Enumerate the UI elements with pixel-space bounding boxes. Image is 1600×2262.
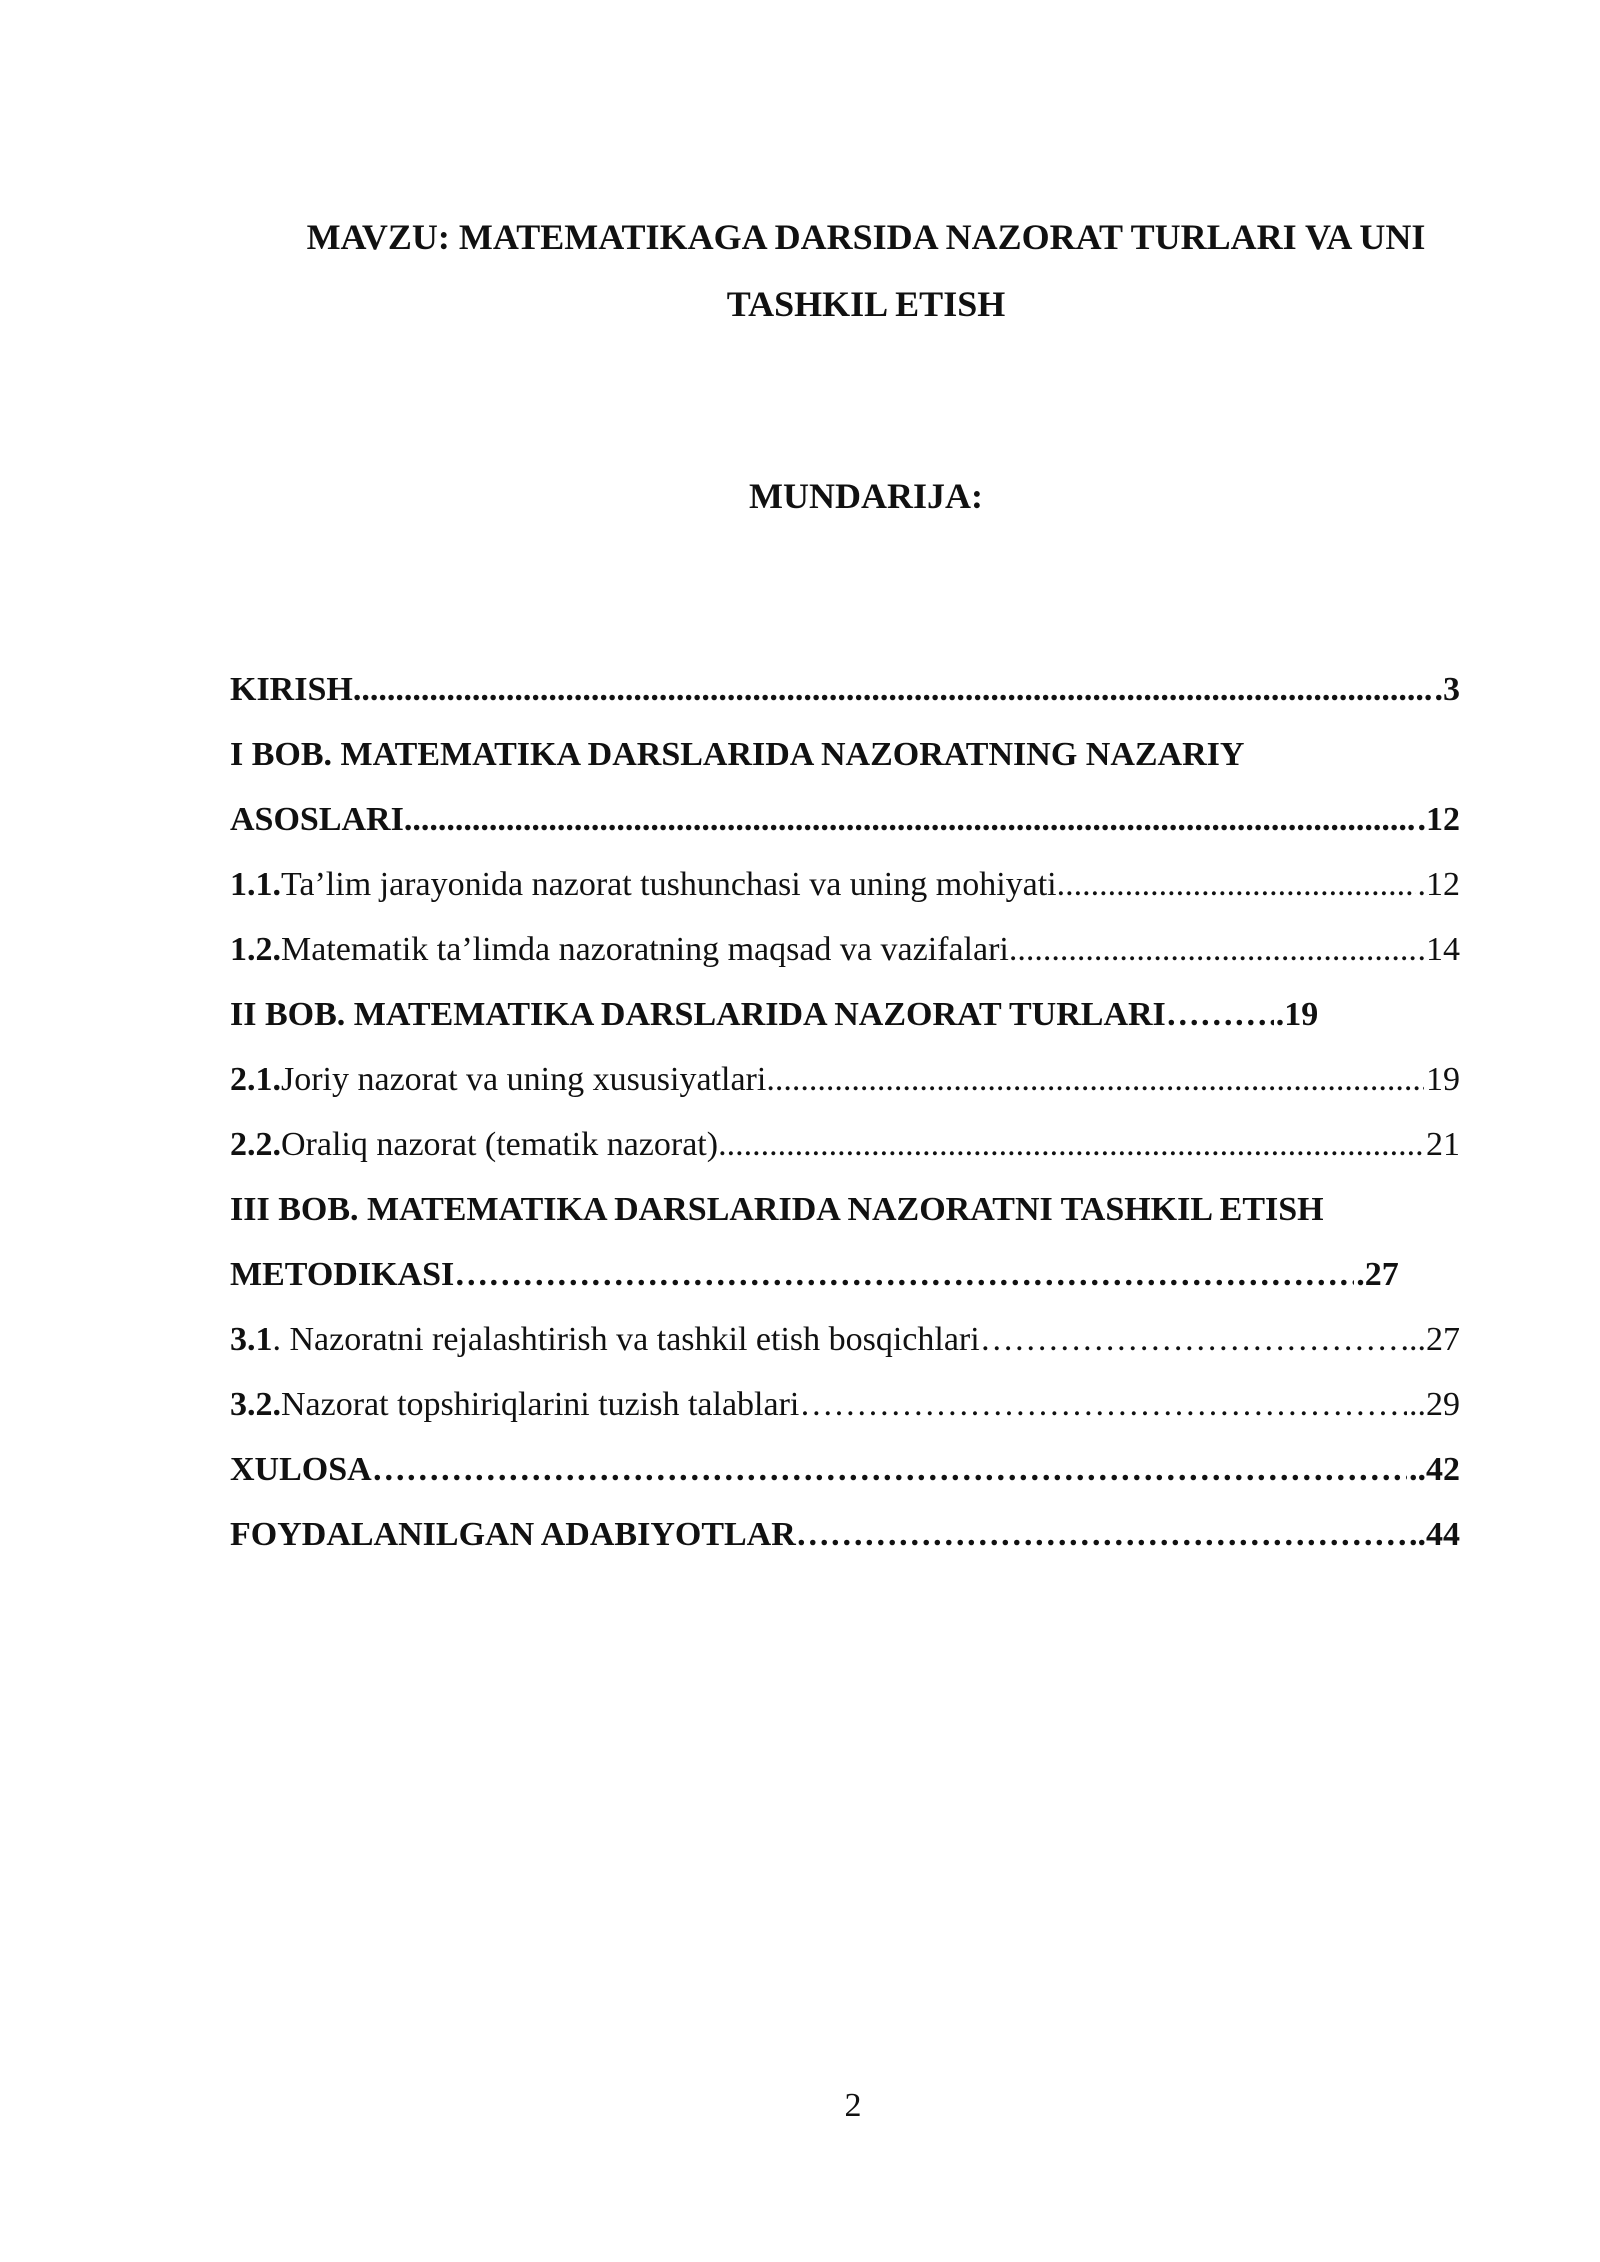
dot-leader: [372, 1448, 1407, 1492]
toc-entry-bob2: [230, 993, 1460, 1058]
dot-leader: [980, 1318, 1407, 1362]
toc-entry-number: 3.2.: [230, 1386, 281, 1423]
toc-entry-label: Ta’lim jarayonida nazorat tushunchasi va uning mohiyati: [281, 866, 1057, 903]
toc-entry-3-1: [230, 1318, 1460, 1383]
toc-entry-label: . Nazoratni rejalashtirish va tashkil etish bosqichlari: [272, 1321, 980, 1358]
dot-leader: [454, 1253, 1354, 1297]
toc-entry-label: KIRISH: [230, 671, 353, 708]
toc-entry-page: 19: [1426, 1061, 1460, 1098]
toc-entry-adabiyotlar: [230, 1513, 1460, 1578]
dot-leader: [1057, 863, 1416, 907]
document-title-line-1: MAVZU: MATEMATIKAGA DARSIDA NAZORAT TURLARI VA UNI: [306, 217, 1426, 257]
toc-entry-1-1: [230, 863, 1460, 928]
toc-entry-3-2: [230, 1383, 1460, 1448]
toc-entry-page: 21: [1426, 1126, 1460, 1163]
table-of-contents-heading: MUNDARIJA:: [749, 476, 983, 516]
toc-entry-page: .14: [1417, 931, 1460, 968]
toc-entry-label: Joriy nazorat va uning xususiyatlari: [281, 1061, 767, 1098]
dot-leader: [1009, 928, 1416, 972]
toc-entry-page: ..27: [1409, 1321, 1460, 1358]
page-number: 2: [844, 2087, 862, 2124]
toc-entry-page: ..29: [1409, 1386, 1460, 1423]
toc-entry-page: .3: [1434, 671, 1460, 708]
toc-entry-number: 1.2.: [230, 931, 281, 968]
toc-entry-kirish: [230, 668, 1460, 733]
toc-entry-label: Nazorat topshiriqlarini tuzish talablari: [281, 1386, 800, 1423]
toc-entry-label: METODIKASI: [230, 1256, 455, 1293]
toc-entry-bob1-line1: [230, 733, 1460, 798]
toc-entry-page: .27: [1356, 1256, 1399, 1293]
document-title-line-2: TASHKIL ETISH: [726, 284, 1006, 324]
toc-entry-bob1-line2: [230, 798, 1460, 863]
dot-leader: [404, 798, 1416, 842]
toc-entry-label: FOYDALANILGAN ADABIYOTLAR: [230, 1516, 796, 1553]
toc-entry-number: 2.1.: [230, 1061, 281, 1098]
toc-entry-page: .19: [1275, 996, 1319, 1033]
dot-leader: [718, 1123, 1424, 1167]
dot-leader: [353, 668, 1433, 712]
toc-entry-page: ..44: [1409, 1516, 1460, 1553]
toc-entry-label: XULOSA: [230, 1451, 372, 1488]
toc-entry-label: II BOB. MATEMATIKA DARSLARIDA NAZORAT TURLARI: [230, 996, 1166, 1033]
toc-entry-2-2: [230, 1123, 1460, 1188]
toc-entry-page: .12: [1417, 801, 1460, 838]
toc-entry-label: I BOB. MATEMATIKA DARSLARIDA NAZORATNING NAZARIY: [230, 736, 1245, 773]
toc-entry-2-1: [230, 1058, 1460, 1123]
toc-entry-page: ..42: [1409, 1451, 1460, 1488]
toc-entry-bob3-line1: [230, 1188, 1460, 1253]
toc-entry-label: III BOB. MATEMATIKA DARSLARIDA NAZORATNI TASHKIL ETISH: [230, 1191, 1324, 1228]
toc-entry-number: 2.2.: [230, 1126, 281, 1163]
toc-entry-number: 3.1: [230, 1321, 273, 1358]
dot-leader: [766, 1058, 1424, 1102]
dot-leader: [1166, 993, 1274, 1037]
toc-entry-label: Matematik ta’limda nazoratning maqsad va vazifalari: [281, 931, 1009, 968]
toc-entry-1-2: [230, 928, 1460, 993]
dot-leader: [799, 1383, 1407, 1427]
dot-leader: [796, 1513, 1407, 1557]
toc-entry-label: Oraliq nazorat (tematik nazorat): [281, 1126, 719, 1163]
toc-entry-page: .12: [1417, 866, 1460, 903]
table-of-contents: [230, 668, 1460, 1578]
toc-entry-label: ASOSLARI: [230, 801, 404, 838]
toc-entry-bob3-line2: [230, 1253, 1460, 1318]
toc-entry-xulosa: [230, 1448, 1460, 1513]
toc-entry-number: 1.1.: [230, 866, 281, 903]
